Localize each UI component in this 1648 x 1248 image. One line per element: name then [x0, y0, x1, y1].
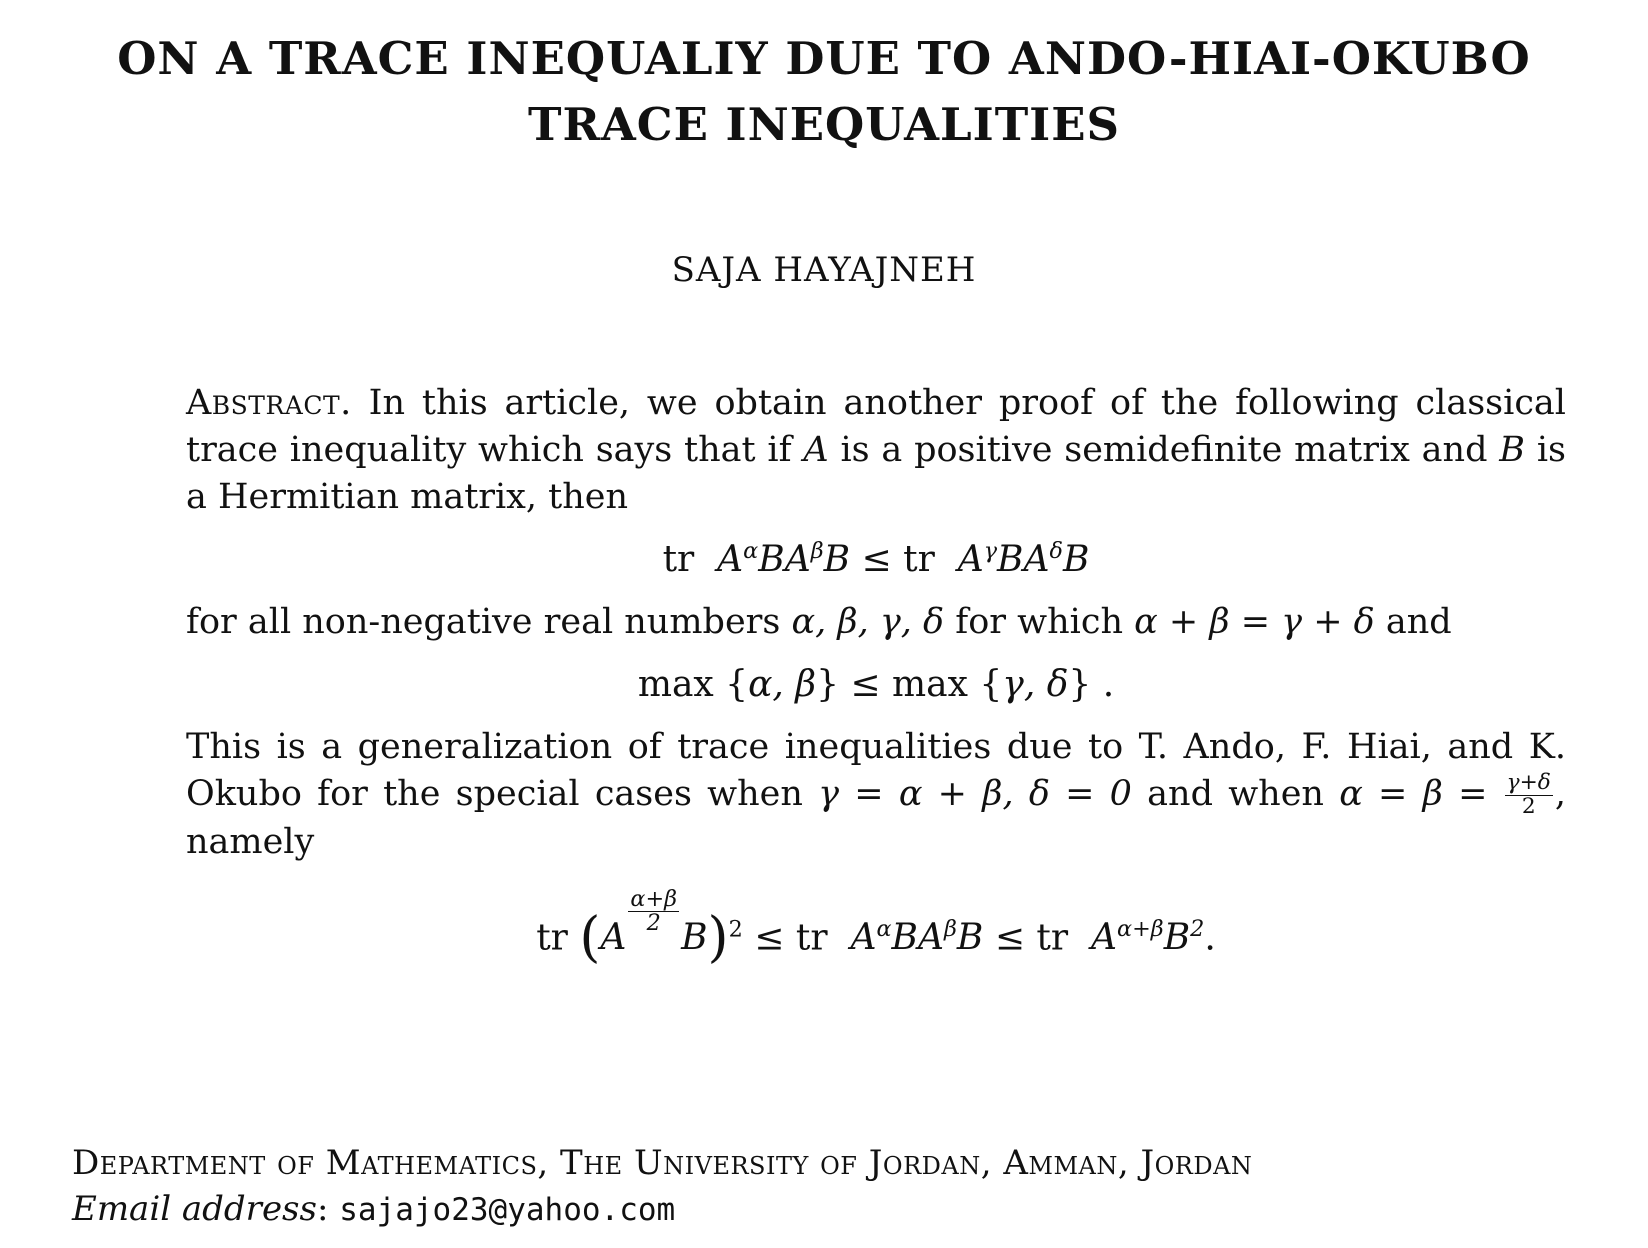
author-affiliation [72, 1140, 1252, 1233]
title-line-2: TRACE INEQUALITIES [527, 98, 1121, 151]
equation-3: tr (A $^{\frac{\alpha+\beta}{2}}$ B)$^2$ ≤ tr $A^\alpha BA^\beta B$ ≤ tr $A^{\alpha+\beta}B^2$. [536, 885, 1216, 969]
email-line: Email address: sajajo23@yahoo.com [72, 1189, 676, 1229]
equation-1: tr $A^\alpha BA^\beta B$ ≤ tr $A^\gamma BA^\delta B$ [662, 538, 1090, 580]
abstract [186, 380, 1566, 977]
abstract-paragraph-2: for all non-negative real numbers α, β, γ, δ for which α + β = γ + δ and [186, 602, 1452, 642]
fraction: $\frac{\gamma+\delta}{2}$ [1506, 770, 1551, 819]
abstract-paragraph-3: This is a generalization of trace inequalities due to T. Ando, F. Hiai, and K. Okubo for the special cases when γ = α + β, δ = 0 and when α = β = $\frac{\gamma+\delta}{2}$ , namely [186, 727, 1566, 862]
equation-2: max {α, β} ≤ max {γ, δ} . [637, 664, 1115, 705]
paper-title [0, 26, 1648, 158]
abstract-heading: Abstract. [186, 383, 352, 423]
author-name: SAJA HAYAJNEH [671, 250, 977, 290]
email-label: Email address [72, 1189, 317, 1229]
email-address[interactable]: sajajo23@yahoo.com [339, 1192, 676, 1228]
department: Department of Mathematics, The University of Jordan, Amman, Jordan [72, 1143, 1253, 1183]
title-line-1: ON A TRACE INEQUALIY DUE TO ANDO-HIAI-OKUBO [117, 32, 1531, 85]
abstract-paragraph-1: Abstract. In this article, we obtain another proof of the following classical trace inequality which says that if A is a positive semidefinite matrix and B is a Hermitian matrix, then [186, 383, 1566, 517]
